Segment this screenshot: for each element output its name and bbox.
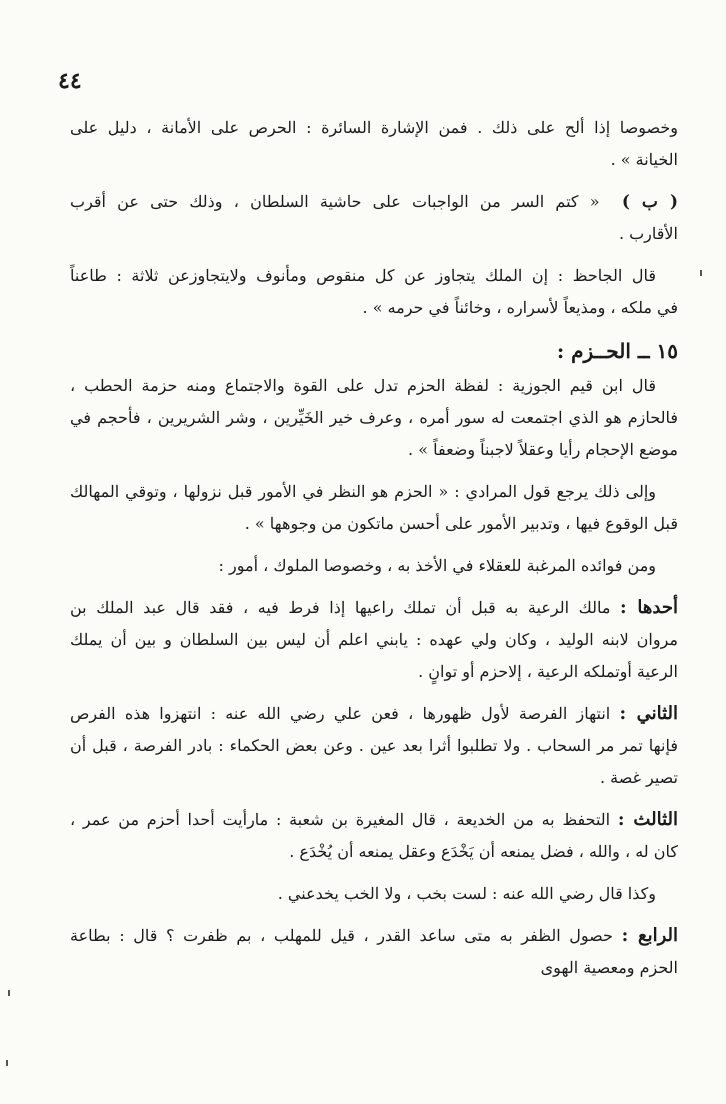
text-span: مالك الرعية به قبل أن تملك راعيها إذا فرط فيه ، فقد قال عبد الملك بن <box>70 598 611 617</box>
paragraph-7 <box>70 592 678 688</box>
paragraph-11 <box>70 920 678 984</box>
text-line: ومن فوائده المرغبة للعقلاء في الأخذ به ، وخصوصا الملوك ، أمور : <box>218 556 656 575</box>
text-line: فالحازم هو الذي اجتمعت له سور أمره ، وعرف خير الخَيِّرين ، وشر الشريرين ، فأحجم في <box>70 408 678 427</box>
scan-speck <box>8 990 10 996</box>
page-body <box>70 112 678 994</box>
paragraph-8 <box>70 698 678 794</box>
text-line <box>70 186 678 218</box>
paragraph-3 <box>70 260 678 324</box>
paragraph-5 <box>70 476 678 540</box>
text-line: الرعية أوتملكه الرعية ، إلاحزم أو توانٍ . <box>418 662 678 681</box>
item-lead: الرابع : <box>621 925 678 946</box>
text-line: وكذا قال رضي الله عنه : لست بخب ، ولا الخب يخدعني . <box>277 884 656 903</box>
text-span: التحفظ به من الخديعة ، قال المغيرة بن شعبة : مارأيت أحدا أحزم من عمر ، <box>70 810 611 829</box>
page-number: ٤٤ <box>58 68 82 94</box>
item-label-b: ( ب ) <box>621 192 678 212</box>
text-line: الخيانة » . <box>610 150 678 169</box>
text-line: قال ابن قيم الجوزية : لفظة الحزم تدل على القوة والاجتماع ومنه حزمة الحطب ، <box>70 376 656 395</box>
text-span: حصول الظفر به متى ساعد القدر ، قيل للمهلب ، بم ظفرت ؟ قال : بطاعة <box>70 926 613 945</box>
scan-speck <box>700 270 702 276</box>
paragraph-1 <box>70 112 678 176</box>
paragraph-4 <box>70 370 678 466</box>
item-lead: الثالث : <box>617 809 678 830</box>
item-lead: أحدها : <box>620 597 678 618</box>
text-line: في ملكه ، ومذيعاً لأسراره ، وخائناً في حرمه » . <box>362 298 678 317</box>
text-line: الحزم ومعصية الهوى <box>540 958 678 977</box>
section-heading: ١٥ ــ الحــزم : <box>556 339 678 363</box>
text-line: فإنها تمر مر السحاب . ولا تطلبوا أثرا بعد عين . وعن بعض الحكماء : بادر الفرصة ، قبل أن <box>70 736 678 755</box>
text-span: « كتم السر من الواجبات على حاشية السلطان ، وذلك حتى عن أقرب <box>70 192 600 211</box>
scan-speck <box>6 1060 8 1066</box>
text-span: انتهاز الفرصة لأول ظهورها ، فعن علي رضي الله عنه : انتهزوا هذه الفرص <box>70 704 611 723</box>
text-line: قبل الوقوع فيها ، وتدبير الأمور على أحسن ماتكون من وجوهها » . <box>244 514 678 533</box>
paragraph-9 <box>70 804 678 868</box>
item-lead: الثاني : <box>619 703 678 724</box>
paragraph-6 <box>70 550 678 582</box>
text-line <box>70 698 678 730</box>
paragraph-10 <box>70 878 678 910</box>
text-line: مروان لابنه الوليد ، وكان ولي عهده : يابني اعلم أن ليس بين السلطان و بين أن يملك <box>70 630 678 649</box>
text-line: وإلى ذلك يرجع قول المرادي : « الحزم هو النظر في الأمور قبل نزولها ، وتوقي المهالك <box>70 482 656 501</box>
text-line: موضع الإحجام رأيا وعقلاً لاجبناً وضعفاً » . <box>408 440 678 459</box>
text-line: تصير غصة . <box>599 768 678 787</box>
text-line <box>70 804 678 836</box>
paragraph-2 <box>70 186 678 250</box>
text-line: كان له ، والله ، فضل يمنعه أن يَخْدَع وعقل يمنعه أن يُخْدَع . <box>289 842 678 861</box>
text-line: الأقارب . <box>618 224 678 243</box>
text-line: وخصوصا إذا ألح على ذلك . فمن الإشارة السائرة : الحرص على الأمانة ، دليل على <box>70 118 678 137</box>
text-line: قال الجاحظ : إن الملك يتجاوز عن كل منقوص ومأنوف ولايتجاوزعن ثلاثة : طاعناً <box>70 266 656 285</box>
text-line <box>70 592 678 624</box>
text-line <box>70 920 678 952</box>
